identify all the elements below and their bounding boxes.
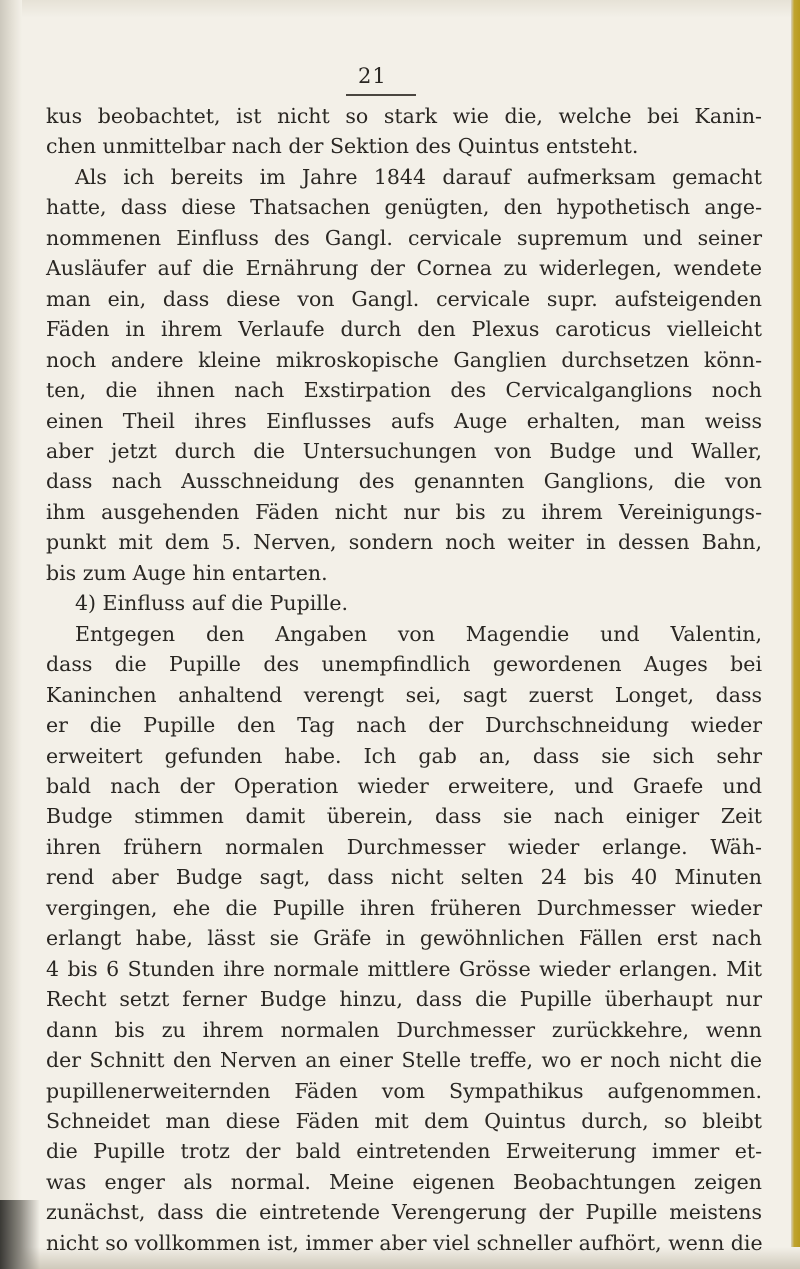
text-line: Entgegen den Angaben von Magendie und Valentin, — [75, 621, 762, 646]
text-line: kus beobachtet, ist nicht so stark wie die, welche bei Kanin- — [46, 104, 762, 128]
text-line: noch andere kleine mikroskopische Ganglien durchsetzen könn- — [46, 347, 762, 372]
text-line: dass die Pupille des unempfindlich gewordenen Auges bei — [46, 652, 762, 677]
text-line: zunächst, dass die eintretende Verengerung der Pupille meistens — [46, 1200, 762, 1225]
text-line: Fäden in ihrem Verlaufe durch den Plexus caroticus vielleicht — [46, 317, 762, 342]
text-line: man ein, dass diese von Gangl. cervicale supr. aufsteigenden — [46, 286, 762, 311]
text-line: Schneidet man diese Fäden mit dem Quintus durch, so bleibt — [46, 1108, 762, 1133]
text-line: chen unmittelbar nach der Sektion des Quintus entsteht. — [46, 134, 639, 159]
text-line: bis zum Auge hin entarten. — [46, 560, 328, 585]
text-line: einen Theil ihres Einflusses aufs Auge erhalten, man weiss — [46, 408, 762, 433]
body-text — [46, 101, 762, 1258]
text-line: Budge stimmen damit überein, dass sie nach einiger Zeit — [46, 804, 762, 829]
text-line: ihm ausgehenden Fäden nicht nur bis zu ihrem Vereinigungs- — [46, 499, 762, 524]
text-line: Recht setzt ferner Budge hinzu, dass die Pupille überhaupt nur — [46, 987, 762, 1012]
text-line: erlangt habe, lässt sie Gräfe in gewöhnlichen Fällen erst nach — [46, 926, 762, 951]
text-line: 4 bis 6 Stunden ihre normale mittlere Grösse wieder erlangen. Mit — [46, 956, 762, 981]
page-right-edge — [791, 0, 800, 1269]
page-top-shadow — [0, 0, 800, 18]
text-line: rend aber Budge sagt, dass nicht selten 24 bis 40 Minuten — [46, 865, 762, 890]
text-line: nommenen Einfluss des Gangl. cervicale supremum und seiner — [46, 225, 762, 250]
text-line: Kaninchen anhaltend verengt sei, sagt zuerst Longet, dass — [46, 682, 762, 707]
text-line: 4) Einfluss auf die Pupille. — [75, 591, 349, 616]
page-number-rule — [346, 94, 416, 96]
text-line: dass nach Ausschneidung des genannten Ganglions, die von — [46, 469, 762, 494]
text-line: pupillenerweiternden Fäden vom Sympathikus aufgenommen. — [46, 1078, 762, 1103]
text-line: ten, die ihnen nach Exstirpation des Cervicalganglions noch — [46, 378, 762, 403]
text-line: Als ich bereits im Jahre 1844 darauf aufmerksam gemacht — [75, 164, 762, 189]
text-line: bald nach der Operation wieder erweitere, und Graefe und — [46, 773, 762, 798]
text-line: aber jetzt durch die Untersuchungen von Budge und Waller, — [46, 438, 762, 463]
text-line: Ausläufer auf die Ernährung der Cornea zu widerlegen, wendete — [46, 256, 762, 281]
text-line: ihren frühern normalen Durchmesser wieder erlange. Wäh- — [46, 834, 762, 859]
page-number: 21 — [358, 64, 387, 88]
text-line: die Pupille trotz der bald eintretenden Erweiterung immer et- — [46, 1139, 762, 1164]
page-left-shadow — [0, 0, 22, 1269]
text-line: dann bis zu ihrem normalen Durchmesser zurückkehre, wenn — [46, 1017, 762, 1042]
text-line: nicht so vollkommen ist, immer aber viel schneller aufhört, wenn die — [46, 1230, 763, 1255]
text-line: er die Pupille den Tag nach der Durchschneidung wieder — [46, 713, 762, 738]
text-line: erweitert gefunden habe. Ich gab an, dass sie sich sehr — [46, 743, 762, 768]
text-line: der Schnitt den Nerven an einer Stelle treffe, wo er noch nicht die — [46, 1048, 762, 1073]
text-line: hatte, dass diese Thatsachen genügten, den hypothetisch ange- — [46, 195, 762, 220]
binding-shadow — [0, 1200, 40, 1269]
text-line: vergingen, ehe die Pupille ihren früheren Durchmesser wieder — [46, 895, 762, 920]
text-line: punkt mit dem 5. Nerven, sondern noch weiter in dessen Bahn, — [46, 530, 762, 555]
text-line: was enger als normal. Meine eigenen Beobachtungen zeigen — [46, 1169, 762, 1194]
